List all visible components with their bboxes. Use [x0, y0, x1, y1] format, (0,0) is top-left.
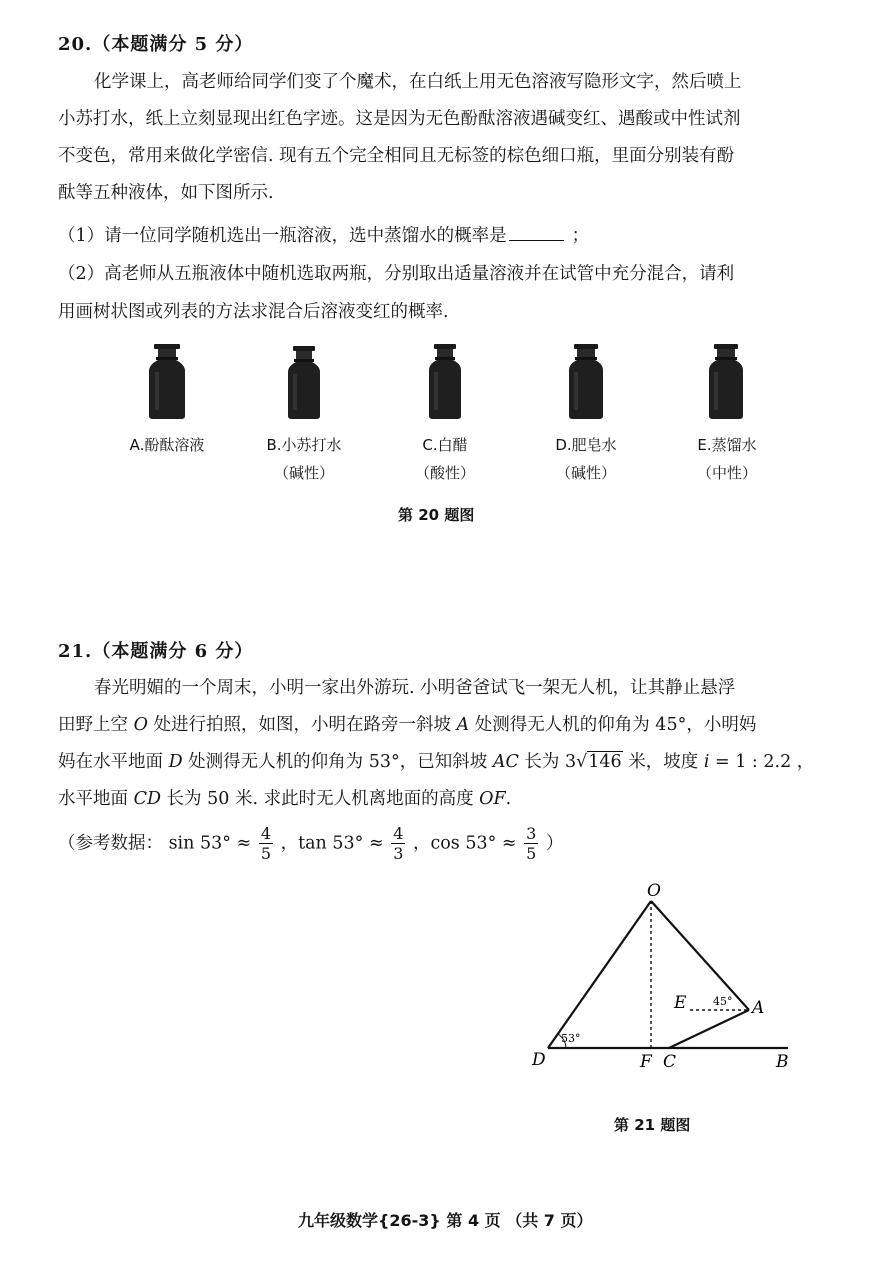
text-span: ） — [545, 833, 564, 854]
frac-num: 3 — [526, 824, 537, 843]
bottle-e-label: E.蒸馏水 — [697, 436, 757, 454]
segment-cd: CD — [133, 789, 161, 809]
slope-ca — [669, 1010, 749, 1048]
bottle-b-property: （碱性） — [273, 464, 334, 482]
bottle-c-property: （酸性） — [414, 464, 475, 482]
frac-den: 3 — [393, 844, 404, 863]
text-span: 长为 50 米. 求此时无人机离地面的高度 — [160, 789, 480, 809]
label-e: E — [674, 993, 687, 1013]
bottle-b-icon — [285, 344, 323, 420]
bottle-e-property: （中性） — [696, 464, 757, 482]
q21-stem-line2 — [58, 707, 818, 745]
bottle-c-icon — [426, 344, 464, 420]
label-a: A — [752, 998, 765, 1018]
q20-stem-line2: 小苏打水，纸上立刻显现出红色字迹。这是因为无色酚酞溶液遇碱变红、遇酸或中性试剂 — [58, 109, 741, 129]
segment-of: OF — [479, 789, 506, 809]
text-span: 田野上空 — [58, 715, 134, 735]
tan-label: ，tan 53° ≈ — [280, 833, 384, 854]
text-span: 长为 3 — [518, 752, 577, 772]
frac-num: 4 — [393, 824, 404, 843]
text-span: （参考数据： — [58, 833, 163, 854]
label-d: D — [532, 1050, 546, 1070]
q20-stem-line1: 化学课上，高老师给同学们变了个魔术，在白纸上用无色溶液写隐形文字，然后喷上 — [94, 72, 742, 92]
q21-figure-caption: 第 21 题图 — [614, 1116, 691, 1134]
q21-geometry-figure — [520, 878, 810, 1078]
text-span: 处测得无人机的仰角为 53°，已知斜坡 — [182, 752, 493, 772]
cos-fraction — [524, 826, 538, 862]
frac-den: 5 — [526, 844, 537, 863]
bottle-e-icon — [706, 344, 746, 420]
q21-stem-line3: 妈在水平地面 D 处测得无人机的仰角为 53°，已知斜坡 AC 长为 3√146 米，坡度 i = 1 : 2.2 ， — [58, 752, 815, 772]
q20-part1-text: （1）请一位同学随机选出一瓶溶液，选中蒸馏水的概率是 — [58, 226, 507, 246]
bottle-a-icon — [146, 344, 188, 420]
text-span: 处进行拍照，如图，小明在路旁一斜坡 — [147, 715, 457, 735]
sin-fraction — [259, 826, 273, 862]
point-o: O — [133, 715, 148, 735]
text-span: . — [505, 789, 512, 809]
point-a: A — [456, 715, 470, 735]
q21-heading: 21.（本题满分 6 分） — [58, 641, 254, 662]
bottle-a-label: A.酚酞溶液 — [129, 436, 205, 454]
line-do — [548, 901, 651, 1048]
slope-symbol: i — [703, 752, 710, 772]
bottle-d-property: （碱性） — [555, 464, 616, 482]
answer-blank — [509, 224, 564, 241]
q21-stem-line1: 春光明媚的一个周末，小明一家出外游玩. 小明爸爸试飞一架无人机，让其静止悬浮 — [94, 678, 736, 698]
q21-stem-line4 — [58, 781, 818, 819]
label-o: O — [647, 881, 661, 901]
angle-d-label: 53° — [561, 1032, 581, 1045]
q20-part1-end: ； — [571, 226, 590, 246]
sin-label: sin 53° ≈ — [168, 833, 252, 854]
bottle-d-label: D.肥皂水 — [555, 436, 617, 454]
frac-den: 5 — [260, 844, 271, 863]
point-d: D — [168, 752, 183, 772]
text-span: 处测得无人机的仰角为 45°，小明妈 — [469, 715, 757, 735]
q20-part1 — [58, 222, 828, 247]
sqrt-radicand: 146 — [588, 752, 622, 772]
segment-ac: AC — [492, 752, 519, 772]
text-span: 水平地面 — [58, 789, 134, 809]
q20-part2-line1: （2）高老师从五瓶液体中随机选取两瓶，分别取出适量溶液并在试管中充分混合，请利 — [58, 264, 735, 284]
bottle-c-label: C.白醋 — [422, 436, 468, 454]
q20-stem-line4: 酞等五种液体，如下图所示. — [58, 183, 274, 203]
line-oa — [651, 901, 749, 1010]
bottle-d-icon — [566, 344, 606, 420]
page-footer: 九年级数学{26-3} 第 4 页 （共 7 页） — [298, 1211, 593, 1230]
frac-num: 4 — [260, 824, 271, 843]
tan-fraction — [391, 826, 405, 862]
cos-label: ，cos 53° ≈ — [412, 833, 517, 854]
q20-heading: 20.（本题满分 5 分） — [58, 34, 254, 55]
reference-data — [58, 826, 563, 862]
label-c: C — [663, 1052, 677, 1072]
q20-stem-line3: 不变色，常用来做化学密信. 现有五个完全相同且无标签的棕色细口瓶，里面分别装有酚 — [58, 146, 735, 166]
bottle-b-label: B.小苏打水 — [266, 436, 342, 454]
q20-figure-caption: 第 20 题图 — [398, 506, 475, 524]
label-b: B — [776, 1052, 789, 1072]
q20-part2-line2: 用画树状图或列表的方法求混合后溶液变红的概率. — [58, 302, 449, 322]
text-span: = 1 : 2.2 ， — [709, 752, 815, 772]
angle-a-label: 45° — [713, 995, 733, 1008]
text-span: 妈在水平地面 — [58, 752, 169, 772]
label-f: F — [640, 1052, 652, 1072]
text-span: 米，坡度 — [622, 752, 704, 772]
